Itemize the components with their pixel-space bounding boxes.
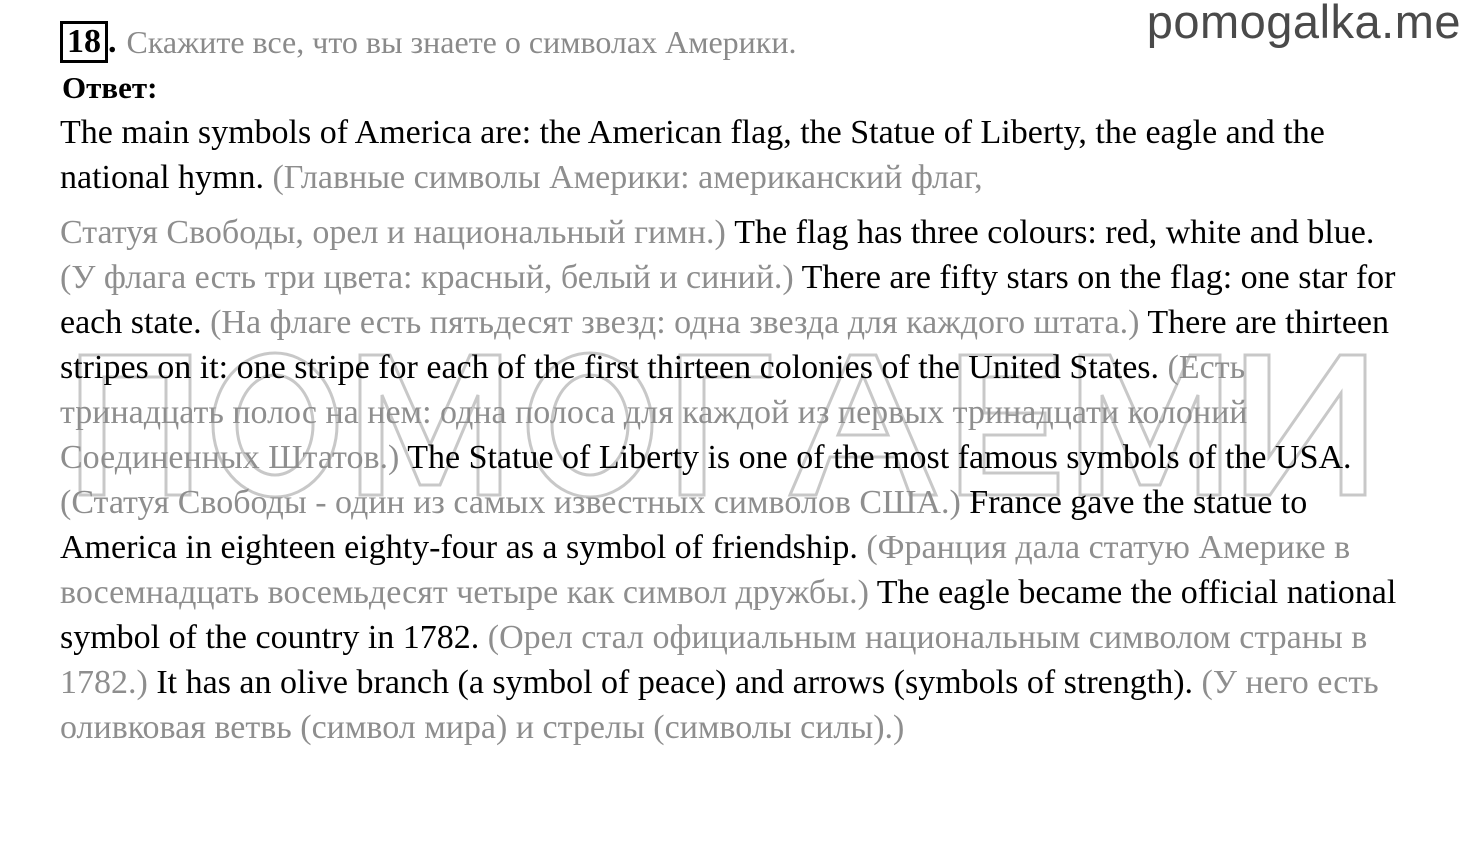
answer-label: Ответ:: [62, 70, 158, 105]
site-watermark-text: pomogalka.me: [1146, 0, 1461, 48]
russian-translation: (Статуя Свободы - один из самых известных символов США.): [60, 484, 970, 521]
task-number-dot: .: [108, 23, 117, 60]
russian-translation: (У него есть оливковая ветвь (символ мира) и стрелы (символы силы).): [60, 664, 1379, 746]
russian-translation: (На флаге есть пятьдесят звезд: одна звезда для каждого штата.): [210, 304, 1148, 341]
task-number-box: 18: [60, 21, 108, 63]
english-sentence: France gave the statue to America in eighteen eighty-four as a symbol of friendship.: [60, 484, 1308, 566]
english-sentence: There are fifty stars on the flag: one star for each state.: [60, 259, 1396, 341]
russian-translation: (Главные символы Америки: американский флаг,: [272, 159, 983, 196]
english-sentence: The Statue of Liberty is one of the most famous symbols of the USA.: [407, 439, 1352, 476]
task-header: [60, 20, 796, 64]
russian-translation: (Орел стал официальным национальным символом страны в 1782.): [60, 619, 1368, 701]
answer-paragraph-1: [60, 110, 1400, 200]
russian-translation: Статуя Свободы, орел и национальный гимн.): [60, 214, 735, 251]
task-question: Скажите все, что вы знаете о символах Америки.: [126, 23, 797, 60]
russian-translation: (Франция дала статую Америке в восемнадцать восемьдесят четыре как символ дружбы.): [60, 529, 1351, 611]
answer-paragraph-2: [60, 210, 1400, 750]
english-sentence: The flag has three colours: red, white and blue.: [734, 214, 1375, 251]
russian-translation: (У флага есть три цвета: красный, белый и синий.): [60, 259, 802, 296]
english-sentence: The main symbols of America are: the American flag, the Statue of Liberty, the eagle and the national hymn.: [60, 114, 1325, 196]
english-sentence: It has an olive branch (a symbol of peace) and arrows (symbols of strength).: [156, 664, 1202, 701]
english-sentence: There are thirteen stripes on it: one stripe for each of the first thirteen colonies of the United States.: [60, 304, 1389, 386]
russian-translation: (Есть тринадцать полос на нем: одна полоса для каждой из первых тринадцати колоний Соединенных Штатов.): [60, 349, 1248, 476]
english-sentence: The eagle became the official national symbol of the country in 1782.: [60, 574, 1397, 656]
